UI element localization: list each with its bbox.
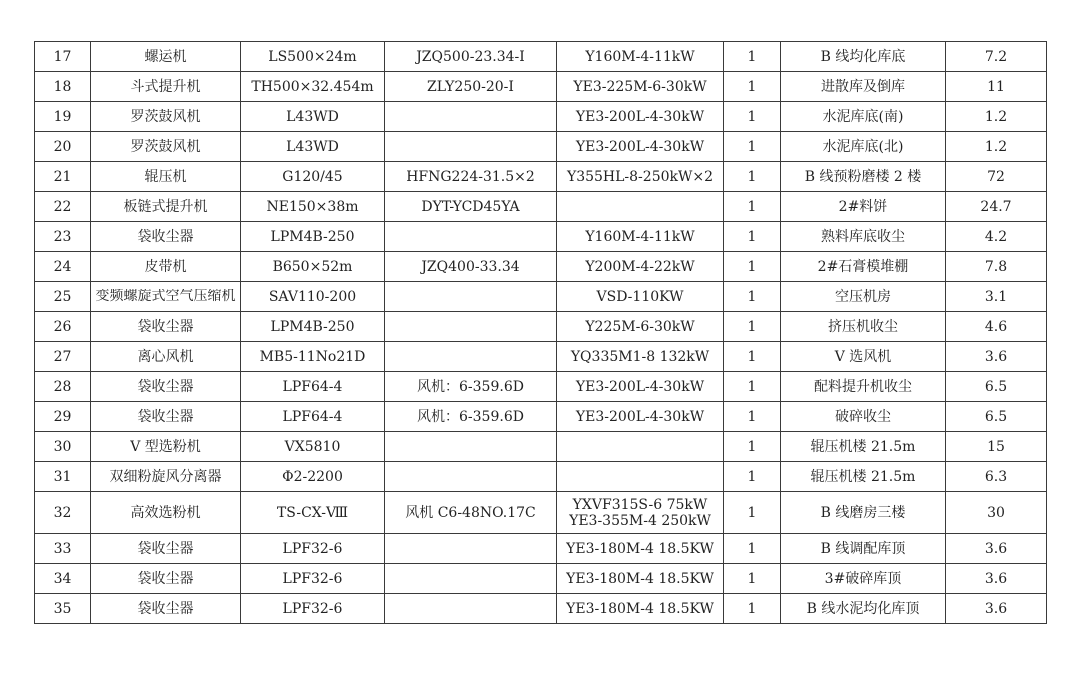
motor-spec-cell [557,462,724,492]
reducer-spec-cell [385,282,557,312]
quantity-cell: 1 [724,372,781,402]
quantity-cell: 1 [724,534,781,564]
row-number-cell: 34 [35,564,91,594]
power-value-cell: 6.5 [946,372,1047,402]
motor-spec-cell: YE3-200L-4-30kW [557,402,724,432]
equipment-name-cell: 螺运机 [91,42,241,72]
equipment-name-text: 变频螺旋式空气压缩机 [95,289,236,304]
model-spec-cell: LPF32-6 [241,534,385,564]
quantity-cell: 1 [724,564,781,594]
motor-spec-cell: YE3-200L-4-30kW [557,132,724,162]
equipment-name-cell: 罗茨鼓风机 [91,132,241,162]
reducer-spec-cell [385,222,557,252]
table-row [35,462,1047,492]
location-cell: 破碎收尘 [781,402,946,432]
row-number-cell: 20 [35,132,91,162]
quantity-cell: 1 [724,402,781,432]
motor-spec-cell [557,492,724,534]
model-spec-cell: TS-CX-Ⅷ [241,492,385,534]
quantity-cell: 1 [724,72,781,102]
power-value-cell: 30 [946,492,1047,534]
model-spec-cell: TH500×32.454m [241,72,385,102]
table-row [35,192,1047,222]
row-number-cell: 19 [35,102,91,132]
quantity-cell: 1 [724,162,781,192]
model-spec-cell: G120/45 [241,162,385,192]
equipment-name-cell: 辊压机 [91,162,241,192]
power-value-cell: 4.2 [946,222,1047,252]
location-cell: B 线磨房三楼 [781,492,946,534]
row-number-cell: 29 [35,402,91,432]
table-row [35,252,1047,282]
table-row [35,534,1047,564]
model-spec-cell: LS500×24m [241,42,385,72]
quantity-cell: 1 [724,252,781,282]
row-number-cell: 31 [35,462,91,492]
reducer-spec-cell [385,462,557,492]
reducer-spec-cell: HFNG224-31.5×2 [385,162,557,192]
power-value-cell: 1.2 [946,132,1047,162]
row-number-cell: 32 [35,492,91,534]
motor-spec-cell [557,432,724,462]
table-row [35,282,1047,312]
reducer-spec-cell [385,342,557,372]
reducer-spec-cell [385,132,557,162]
motor-spec-line: YE3-355M-4 250kW [569,512,711,529]
reducer-spec-cell: JZQ500-23.34-Ⅰ [385,42,557,72]
table-row [35,564,1047,594]
location-cell: 辊压机楼 21.5m [781,432,946,462]
table-row [35,162,1047,192]
power-value-cell: 1.2 [946,102,1047,132]
equipment-name-cell: 袋收尘器 [91,594,241,624]
location-cell: 空压机房 [781,282,946,312]
motor-spec-cell: YQ335M1-8 132kW [557,342,724,372]
row-number-cell: 35 [35,594,91,624]
table-row [35,102,1047,132]
power-value-cell: 3.6 [946,594,1047,624]
model-spec-cell: B650×52m [241,252,385,282]
quantity-cell: 1 [724,462,781,492]
model-spec-cell: LPF64-4 [241,402,385,432]
equipment-name-cell: 皮带机 [91,252,241,282]
model-spec-cell: LPM4B-250 [241,222,385,252]
quantity-cell: 1 [724,282,781,312]
model-spec-cell: SAV110-200 [241,282,385,312]
table-row [35,312,1047,342]
reducer-spec-cell [385,564,557,594]
location-cell: 进散库及倒库 [781,72,946,102]
quantity-cell: 1 [724,102,781,132]
table-row [35,42,1047,72]
power-value-cell: 3.6 [946,534,1047,564]
motor-spec-cell: YE3-180M-4 18.5KW [557,534,724,564]
equipment-name-cell: 罗茨鼓风机 [91,102,241,132]
reducer-spec-cell: 风机 C6-48NO.17C [385,492,557,534]
power-value-cell: 3.6 [946,564,1047,594]
reducer-spec-cell [385,534,557,564]
location-cell: 配料提升机收尘 [781,372,946,402]
equipment-name-cell: 高效选粉机 [91,492,241,534]
table-row [35,372,1047,402]
power-value-cell: 6.5 [946,402,1047,432]
motor-spec-cell: YE3-200L-4-30kW [557,102,724,132]
power-value-cell: 24.7 [946,192,1047,222]
power-value-cell: 15 [946,432,1047,462]
model-spec-cell: LPM4B-250 [241,312,385,342]
model-spec-cell: VX5810 [241,432,385,462]
equipment-name-cell: 板链式提升机 [91,192,241,222]
location-cell: B 线均化库底 [781,42,946,72]
equipment-table [34,41,1047,624]
motor-spec-cell: Y225M-6-30kW [557,312,724,342]
reducer-spec-cell: JZQ400-33.34 [385,252,557,282]
table-row [35,402,1047,432]
power-value-cell: 7.2 [946,42,1047,72]
equipment-table-body [35,42,1047,624]
equipment-name-cell: 袋收尘器 [91,534,241,564]
model-spec-cell: LPF64-4 [241,372,385,402]
equipment-name-cell: 袋收尘器 [91,372,241,402]
reducer-spec-cell: 风机：6-359.6D [385,402,557,432]
model-spec-cell: NE150×38m [241,192,385,222]
quantity-cell: 1 [724,492,781,534]
table-row [35,492,1047,534]
row-number-cell: 21 [35,162,91,192]
power-value-cell: 7.8 [946,252,1047,282]
motor-spec-cell: YE3-200L-4-30kW [557,372,724,402]
location-cell: 2#料饼 [781,192,946,222]
model-spec-cell: L43WD [241,102,385,132]
equipment-name-cell: 离心风机 [91,342,241,372]
row-number-cell: 24 [35,252,91,282]
equipment-name-cell [91,282,241,312]
table-row [35,222,1047,252]
motor-spec-cell: YE3-180M-4 18.5KW [557,564,724,594]
equipment-name-cell: 袋收尘器 [91,312,241,342]
quantity-cell: 1 [724,342,781,372]
location-cell: 2#石膏模堆棚 [781,252,946,282]
power-value-cell: 6.3 [946,462,1047,492]
reducer-spec-cell [385,312,557,342]
model-spec-cell: LPF32-6 [241,594,385,624]
location-cell: B 线调配库顶 [781,534,946,564]
quantity-cell: 1 [724,42,781,72]
quantity-cell: 1 [724,432,781,462]
model-spec-cell: Φ2-2200 [241,462,385,492]
location-cell: 3#破碎库顶 [781,564,946,594]
row-number-cell: 25 [35,282,91,312]
location-cell: 水泥库底(北) [781,132,946,162]
location-cell: B 线预粉磨楼 2 楼 [781,162,946,192]
model-spec-cell: LPF32-6 [241,564,385,594]
motor-spec-line: YXVF315S-6 75kW [572,496,708,513]
row-number-cell: 23 [35,222,91,252]
model-spec-cell: MB5-11No21D [241,342,385,372]
power-value-cell: 4.6 [946,312,1047,342]
row-number-cell: 28 [35,372,91,402]
location-cell: 水泥库底(南) [781,102,946,132]
motor-spec-cell: Y160M-4-11kW [557,42,724,72]
motor-spec-cell: Y355HL-8-250kW×2 [557,162,724,192]
reducer-spec-cell [385,432,557,462]
power-value-cell: 72 [946,162,1047,192]
row-number-cell: 17 [35,42,91,72]
quantity-cell: 1 [724,222,781,252]
row-number-cell: 26 [35,312,91,342]
location-cell: 挤压机收尘 [781,312,946,342]
motor-spec-cell [557,192,724,222]
row-number-cell: 22 [35,192,91,222]
equipment-name-cell: 双细粉旋风分离器 [91,462,241,492]
row-number-cell: 30 [35,432,91,462]
model-spec-cell: L43WD [241,132,385,162]
motor-spec-cell: YE3-180M-4 18.5KW [557,594,724,624]
equipment-name-cell: 袋收尘器 [91,564,241,594]
table-row [35,342,1047,372]
motor-spec-cell: YE3-225M-6-30kW [557,72,724,102]
quantity-cell: 1 [724,132,781,162]
location-cell: V 选风机 [781,342,946,372]
row-number-cell: 33 [35,534,91,564]
motor-spec-cell: Y160M-4-11kW [557,222,724,252]
reducer-spec-cell [385,594,557,624]
motor-spec-cell: VSD-110KW [557,282,724,312]
quantity-cell: 1 [724,192,781,222]
table-row [35,432,1047,462]
table-row [35,72,1047,102]
power-value-cell: 11 [946,72,1047,102]
location-cell: B 线水泥均化库顶 [781,594,946,624]
row-number-cell: 27 [35,342,91,372]
table-row [35,594,1047,624]
power-value-cell: 3.6 [946,342,1047,372]
equipment-name-cell: 袋收尘器 [91,402,241,432]
location-cell: 熟料库底收尘 [781,222,946,252]
power-value-cell: 3.1 [946,282,1047,312]
quantity-cell: 1 [724,312,781,342]
equipment-name-cell: 袋收尘器 [91,222,241,252]
location-cell: 辊压机楼 21.5m [781,462,946,492]
reducer-spec-cell [385,102,557,132]
equipment-name-cell: V 型选粉机 [91,432,241,462]
row-number-cell: 18 [35,72,91,102]
equipment-name-cell: 斗式提升机 [91,72,241,102]
table-row [35,132,1047,162]
reducer-spec-cell: 风机：6-359.6D [385,372,557,402]
reducer-spec-cell: DYT-YCD45YA [385,192,557,222]
motor-spec-cell: Y200M-4-22kW [557,252,724,282]
reducer-spec-cell: ZLY250-20-Ⅰ [385,72,557,102]
quantity-cell: 1 [724,594,781,624]
